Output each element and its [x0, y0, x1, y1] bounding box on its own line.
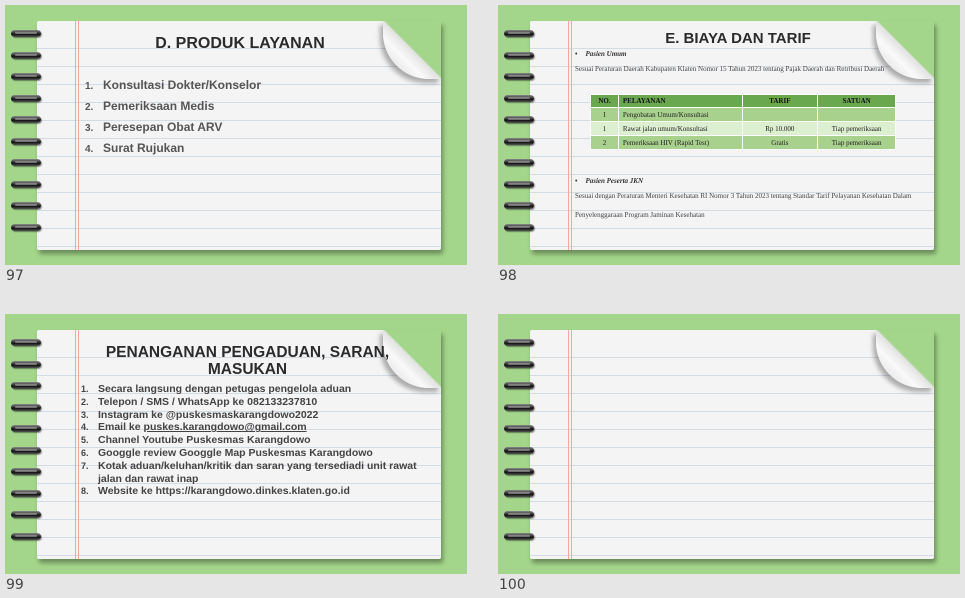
- slide-number: 97: [6, 268, 24, 284]
- slide-99[interactable]: [5, 314, 467, 574]
- binding-ring: [504, 224, 534, 231]
- list-item: 2. Pemeriksaan Medis: [85, 99, 215, 113]
- binding-ring: [504, 382, 534, 389]
- binding-ring: [11, 361, 41, 368]
- table-row: I Pengobatan Umum/Konsultasi: [591, 108, 896, 122]
- binding-ring: [11, 181, 41, 188]
- binding-ring: [504, 138, 534, 145]
- binding-ring: [504, 511, 534, 518]
- binding-ring: [504, 202, 534, 209]
- binding-ring: [504, 533, 534, 540]
- table-header: NO.: [591, 95, 619, 108]
- binding-ring: [11, 30, 41, 37]
- spiral-binding: [498, 314, 538, 574]
- binding-ring: [504, 116, 534, 123]
- slide-title: E. BIAYA DAN TARIF: [665, 30, 811, 47]
- list-item: 2. Telepon / SMS / WhatsApp ke 082133237810: [81, 395, 318, 408]
- binding-ring: [504, 425, 534, 432]
- slide-97[interactable]: [5, 5, 467, 265]
- table-row: 2 Pemeriksaan HIV (Rapid Test) Gratis Tiap pemeriksaan: [591, 136, 896, 150]
- table-header: SATUAN: [818, 95, 896, 108]
- binding-ring: [11, 138, 41, 145]
- service-list: [85, 78, 261, 162]
- binding-ring: [11, 382, 41, 389]
- complaint-channel-list: [81, 383, 433, 498]
- binding-ring: [504, 52, 534, 59]
- binding-ring: [11, 533, 41, 540]
- binding-ring: [504, 181, 534, 188]
- list-item: 4. Surat Rujukan: [85, 141, 185, 155]
- section-text-general-patient: Sesuai Peraturan Daerah Kabupaten Klaten Nomor 15 Tahun 2023 tentang Pajak Daerah dan Retribusi Daerah: [575, 65, 885, 73]
- notebook-paper: [530, 330, 934, 559]
- slide-number: 100: [499, 577, 526, 593]
- section-heading-general-patient: • Pasien Umum: [575, 50, 627, 58]
- email-link[interactable]: puskes.karangdowo@gmail.com: [143, 421, 307, 434]
- list-item: 6. Googgle review Googgle Map Puskesmas Karangdowo: [81, 446, 373, 459]
- list-item: 4. Email ke puskes.karangdowo@gmail.com: [81, 421, 307, 434]
- binding-ring: [504, 447, 534, 454]
- slide-number: 99: [6, 577, 24, 593]
- list-item: 3. Peresepan Obat ARV: [85, 120, 223, 134]
- binding-ring: [504, 73, 534, 80]
- binding-ring: [11, 159, 41, 166]
- spiral-binding: [498, 5, 538, 265]
- binding-ring: [11, 511, 41, 518]
- binding-ring: [11, 116, 41, 123]
- binding-ring: [504, 490, 534, 497]
- list-item: 7. Kotak aduan/keluhan/kritik dan saran yang tersediadi unit rawat jalan dan rawat inap: [81, 459, 417, 485]
- section-text-jkn-patient: Sesuai dengan Peraturan Menteri Kesehatan RI Nomor 3 Tahun 2023 tentang Standar Tarif Pelayanan Kesehatan Dalam Penyelenggaraan Program Jaminan Kesehatan: [575, 192, 912, 219]
- binding-ring: [11, 95, 41, 102]
- binding-ring: [504, 361, 534, 368]
- binding-ring: [11, 202, 41, 209]
- binding-ring: [504, 30, 534, 37]
- binding-ring: [504, 95, 534, 102]
- spiral-binding: [5, 314, 45, 574]
- section-heading-jkn-patient: • Pasien Peserta JKN: [575, 177, 644, 185]
- binding-ring: [11, 468, 41, 475]
- binding-ring: [11, 447, 41, 454]
- slide-100[interactable]: [498, 314, 960, 574]
- binding-ring: [504, 404, 534, 411]
- table-header: PELAYANAN: [618, 95, 742, 108]
- list-item: 5. Channel Youtube Puskesmas Karangdowo: [81, 434, 311, 447]
- list-item: 8. Website ke https://karangdowo.dinkes.klaten.go.id: [81, 485, 350, 498]
- binding-ring: [11, 73, 41, 80]
- table-row: 1 Rawat jalan umum/Konsultasi Rp 10.000 Tiap pemeriksaan: [591, 122, 896, 136]
- binding-ring: [11, 425, 41, 432]
- list-item: 1. Secara langsung dengan petugas pengelola aduan: [81, 383, 352, 395]
- slide-title: D. PRODUK LAYANAN: [155, 35, 325, 52]
- binding-ring: [11, 404, 41, 411]
- table-header: TARIF: [742, 95, 818, 108]
- binding-ring: [504, 159, 534, 166]
- slide-title: PENANGANAN PENGADUAN, SARAN, MASUKAN: [105, 344, 390, 378]
- page-curl: [383, 21, 441, 79]
- binding-ring: [504, 339, 534, 346]
- binding-ring: [11, 52, 41, 59]
- binding-ring: [11, 224, 41, 231]
- list-item: 1. Konsultasi Dokter/Konselor: [85, 78, 262, 92]
- spiral-binding: [5, 5, 45, 265]
- tariff-table: [590, 94, 896, 150]
- list-item: 3. Instagram ke @puskesmaskarangdowo2022: [81, 408, 319, 421]
- binding-ring: [11, 490, 41, 497]
- page-curl: [876, 330, 934, 388]
- binding-ring: [504, 468, 534, 475]
- slide-98[interactable]: [498, 5, 960, 265]
- binding-ring: [11, 339, 41, 346]
- slide-number: 98: [499, 268, 517, 284]
